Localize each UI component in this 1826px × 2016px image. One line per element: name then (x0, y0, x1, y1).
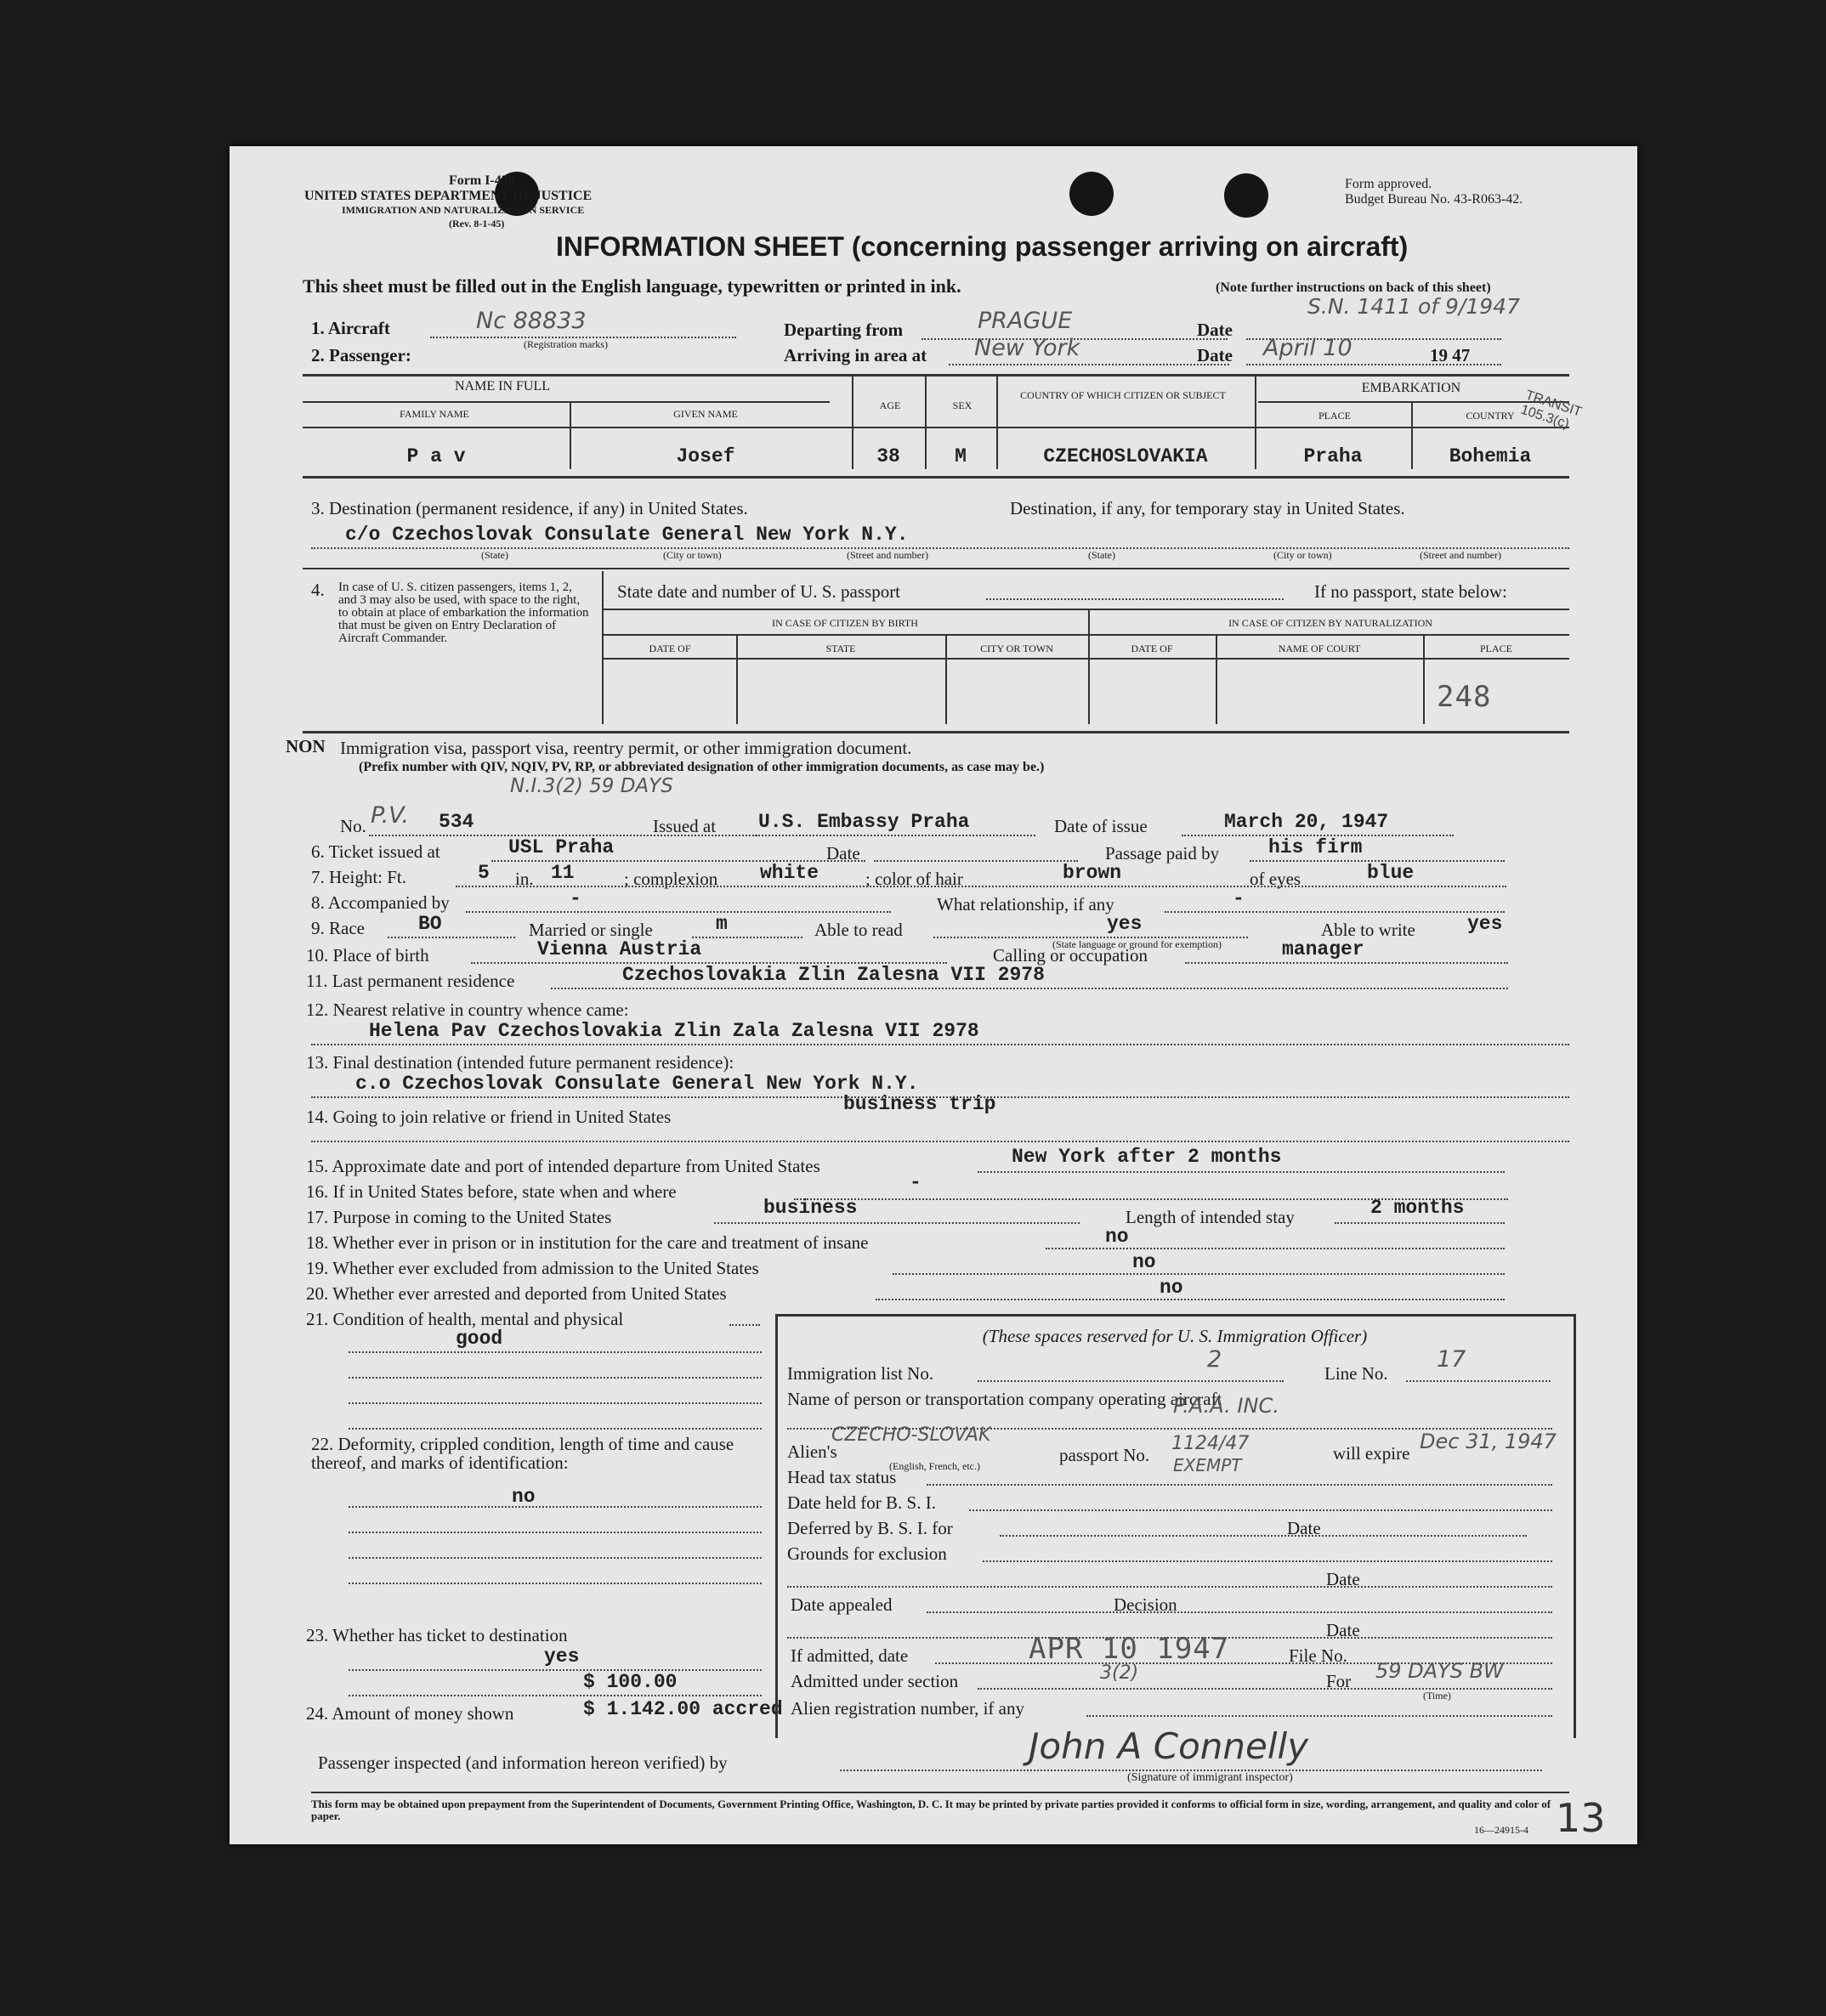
health-value: good (456, 1328, 503, 1350)
eyes-value: blue (1367, 862, 1415, 884)
item9-label: 9. Race (311, 918, 365, 938)
page-number: 13 (1556, 1795, 1606, 1841)
visa-no-label: No. (340, 816, 366, 836)
departing-value: PRAGUE (978, 308, 1073, 334)
age: 38 (876, 445, 900, 467)
place-header: PLACE (1318, 410, 1351, 422)
inspected-label: Passenger inspected (and information hereon verified) by (318, 1753, 728, 1773)
aircraft-label: 1. Aircraft (311, 318, 390, 338)
date2-label: Date (1197, 345, 1233, 365)
admitted-label: If admitted, date (791, 1645, 909, 1666)
appealed-date-label: Date (1326, 1620, 1360, 1640)
company-value: P.A.A. INC. (1173, 1394, 1279, 1418)
grounds-date-label: Date (1326, 1569, 1360, 1589)
passage-label: Passage paid by (1105, 843, 1220, 864)
list-value: 2 (1207, 1346, 1222, 1373)
issued-label: Issued at (653, 816, 717, 836)
before-value: - (910, 1171, 922, 1193)
deferred-date-label: Date (1287, 1518, 1321, 1538)
prison-value: no (1105, 1226, 1129, 1248)
date1-value: S.N. 1411 of 9/1947 (1307, 294, 1520, 319)
stamp-248: 248 (1437, 680, 1492, 714)
birth-value: Vienna Austria (537, 938, 702, 960)
time-sub: (Time) (1423, 1690, 1451, 1702)
alien-label: Alien's (787, 1441, 837, 1462)
col-place: PLACE (1479, 643, 1512, 654)
registration-label: Alien registration number, if any (791, 1698, 1024, 1719)
item23-label: 23. Whether has ticket to destination (306, 1625, 568, 1645)
registration-sub: (Registration marks) (524, 338, 608, 350)
expire-label: will expire (1333, 1443, 1410, 1464)
date2-value: April 10 (1263, 335, 1352, 361)
for-value: 59 DAYS BW (1375, 1659, 1504, 1683)
item24-label: 24. Amount of money shown (306, 1703, 514, 1724)
language-sub: (English, French, etc.) (889, 1460, 980, 1472)
embarkation-header: EMBARKATION (1361, 381, 1461, 395)
street-sub-2: (Street and number) (1420, 549, 1501, 561)
issued-value: U.S. Embassy Praha (758, 811, 970, 833)
naturalization-header: IN CASE OF CITIZEN BY NATURALIZATION (1228, 617, 1432, 629)
citizen-header: COUNTRY OF WHICH CITIZEN OR SUBJECT (1020, 389, 1226, 401)
line-label: Line No. (1324, 1363, 1388, 1384)
given-name-header: GIVEN NAME (673, 408, 738, 420)
family-name-header: FAMILY NAME (400, 408, 469, 420)
appealed-label: Date appealed (791, 1594, 893, 1615)
family-name: P a v (406, 445, 466, 467)
col-date-of-2: DATE OF (1131, 643, 1173, 654)
item17-label: 17. Purpose in coming to the United States (306, 1207, 612, 1227)
relationship-label: What relationship, if any (937, 894, 1114, 915)
section-value: 3(2) (1100, 1662, 1139, 1684)
budget-number: Budget Bureau No. 43-R063-42. (1345, 192, 1523, 207)
join-value: business trip (843, 1093, 996, 1115)
ticket-issued-value: USL Praha (508, 836, 615, 858)
ticket-date-label: Date (826, 843, 860, 864)
date1-label: Date (1197, 320, 1233, 340)
hair-label: ; color of hair (865, 869, 963, 889)
arriving-label: Arriving in area at (784, 345, 927, 365)
temp-destination-label: Destination, if any, for temporary stay in United States. (1010, 498, 1405, 518)
residence-value: Czechoslovakia Zlin Zalesna VII 2978 (622, 964, 1045, 986)
doi-label: Date of issue (1054, 816, 1148, 836)
service: IMMIGRATION AND NATURALIZATION SERVICE (342, 204, 585, 216)
passport-no-value: 1124/47 (1171, 1433, 1250, 1454)
date2-year: 19 47 (1430, 345, 1471, 365)
form-sheet (230, 146, 1637, 1844)
item14-label: 14. Going to join relative or friend in United States (306, 1107, 672, 1127)
country-header: COUNTRY (1466, 410, 1515, 422)
age-header: AGE (879, 399, 901, 411)
signature-label: (Signature of immigrant inspector) (1127, 1771, 1293, 1784)
ticket-destination-value: yes (544, 1645, 580, 1668)
company-label: Name of person or transportation company operating aircraft (787, 1389, 1222, 1409)
item13-label: 13. Final destination (intended future permanent residence): (306, 1052, 734, 1073)
col-city: CITY OR TOWN (980, 643, 1053, 654)
form-title: INFORMATION SHEET (concerning passenger arriving on aircraft) (556, 231, 1409, 262)
citizen-country: CZECHOSLOVAKIA (1043, 445, 1208, 467)
visa-note: (Prefix number with QIV, NQIV, PV, RP, or abbreviated designation of other immigration documents, as case may be.) (359, 760, 1045, 774)
race-value: BO (418, 913, 442, 935)
form-number: Form I-436 (449, 173, 515, 188)
passenger-label: 2. Passenger: (311, 345, 411, 365)
height-ft: 5 (478, 862, 490, 884)
city-sub-2: (City or town) (1273, 549, 1332, 561)
item18-label: 18. Whether ever in prison or in institution for the care and treatment of insane (306, 1232, 869, 1253)
item19-label: 19. Whether ever excluded from admission to the United States (306, 1258, 759, 1278)
purpose-value: business (763, 1197, 858, 1219)
name-in-full-header: NAME IN FULL (455, 379, 550, 394)
non-prefix: NON (286, 736, 326, 756)
complexion-value: white (760, 862, 819, 884)
admitted-date-stamp: APR 10 1947 (1029, 1632, 1230, 1666)
destination-label: 3. Destination (permanent residence, if any) in United States. (311, 498, 748, 518)
item10-label: 10. Place of birth (306, 945, 429, 966)
tax-value: EXEMPT (1173, 1455, 1242, 1475)
calling-value: manager (1282, 938, 1364, 960)
item8-label: 8. Accompanied by (311, 892, 450, 913)
departing-label: Departing from (784, 320, 904, 340)
city-sub: (City or town) (663, 549, 722, 561)
arriving-value: New York (974, 335, 1080, 361)
printing-notice: This form may be obtained upon prepayment from the Superintendent of Documents, Government Printing Office, Washington, D. C. It may be printed by private parties provided it conforms to official form in size, wording, arrangement, and quality and color of paper. (311, 1798, 1551, 1822)
col-state: STATE (825, 643, 856, 654)
expire-value: Dec 31, 1947 (1420, 1430, 1557, 1453)
visa-label: Immigration visa, passport visa, reentry permit, or other immigration document. (340, 738, 912, 758)
section-label: Admitted under section (791, 1671, 959, 1691)
note: (Note further instructions on back of this sheet) (1216, 280, 1491, 295)
agency: UNITED STATES DEPARTMENT OF JUSTICE (304, 189, 593, 203)
stay-label: Length of intended stay (1126, 1207, 1295, 1227)
height-in: 11 (551, 862, 575, 884)
read-label: Able to read (814, 920, 903, 940)
birth-header: IN CASE OF CITIZEN BY BIRTH (772, 617, 918, 629)
money-value-2: $ 1.142.00 accred (583, 1698, 783, 1720)
hair-value: brown (1063, 862, 1122, 884)
departure-value: New York after 2 months (1012, 1146, 1282, 1168)
grounds-label: Grounds for exclusion (787, 1543, 947, 1564)
read-sub: (State language or ground for exemption) (1052, 938, 1222, 950)
married-value: m (716, 913, 728, 935)
final-destination-value: c.o Czechoslovak Consulate General New York N.Y. (355, 1073, 919, 1095)
calling-label: Calling or occupation (993, 945, 1148, 966)
instruction: This sheet must be filled out in the English language, typewritten or printed in ink. (303, 275, 961, 297)
item21-label: 21. Condition of health, mental and physical (306, 1309, 624, 1329)
deferred-label: Deferred by B. S. I. for (787, 1518, 953, 1538)
form-code: 16—24915-4 (1474, 1824, 1528, 1836)
relative-value: Helena Pav Czechoslovakia Zlin Zala Zalesna VII 2978 (369, 1020, 979, 1042)
write-value: yes (1467, 913, 1503, 935)
transit-stamp: TRANSIT 105.3(c) (1518, 388, 1584, 432)
excluded-value: no (1132, 1251, 1156, 1273)
destination-value: c/o Czechoslovak Consulate General New York N.Y. (345, 524, 909, 546)
revision: (Rev. 8-1-45) (449, 218, 505, 229)
write-label: Able to write (1321, 920, 1415, 940)
relationship-value: - (1233, 887, 1245, 909)
list-label: Immigration list No. (787, 1363, 934, 1384)
doi-value: March 20, 1947 (1224, 811, 1389, 833)
item12-label: 12. Nearest relative in country whence came: (306, 1000, 629, 1020)
for-label: For (1326, 1671, 1352, 1691)
passport-label: State date and number of U. S. passport (617, 581, 901, 602)
passport-no-label: passport No. (1059, 1445, 1150, 1465)
embark-place: Praha (1303, 445, 1363, 467)
no-passport-label: If no passport, state below: (1314, 581, 1507, 602)
col-court: NAME OF COURT (1278, 643, 1361, 654)
state-sub-2: (State) (1088, 549, 1115, 561)
eyes-label: of eyes (1250, 869, 1301, 889)
money-value-1: $ 100.00 (583, 1671, 678, 1693)
passage-value: his firm (1268, 836, 1363, 858)
alien-nationality: CZECHO-SLOVAK (831, 1424, 991, 1446)
visa-handwriting: N.I.3(2) 59 DAYS (510, 775, 673, 797)
decision-label: Decision (1114, 1594, 1177, 1615)
item6-label: 6. Ticket issued at (311, 841, 440, 862)
given-name: Josef (676, 445, 735, 467)
col-date-of-1: DATE OF (649, 643, 691, 654)
inspector-signature: John A Connelly (1029, 1725, 1309, 1767)
accompanied-value: - (570, 887, 581, 909)
item16-label: 16. If in United States before, state when and where (306, 1181, 677, 1202)
sex-header: SEX (952, 399, 973, 411)
officer-header: (These spaces reserved for U. S. Immigration Officer) (982, 1326, 1368, 1346)
aircraft-value: Nc 88833 (476, 308, 587, 334)
deported-value: no (1160, 1277, 1183, 1299)
item4-label: 4. (311, 580, 325, 600)
punch-hole (1224, 173, 1268, 218)
item15-label: 15. Approximate date and port of intended departure from United States (306, 1156, 820, 1176)
married-label: Married or single (529, 920, 653, 940)
sex: M (955, 445, 967, 467)
item20-label: 20. Whether ever arrested and deported from United States (306, 1283, 727, 1304)
street-sub: (Street and number) (847, 549, 928, 561)
visa-pv: P.V. (371, 802, 410, 829)
line-value: 17 (1437, 1346, 1466, 1373)
height-in-label: in. (515, 869, 534, 889)
read-value: yes (1107, 913, 1143, 935)
file-label: File No. (1289, 1645, 1347, 1666)
item11-label: 11. Last permanent residence (306, 971, 515, 991)
item4-note: In case of U. S. citizen passengers, items 1, 2, and 3 may also be used, with space to the right, to obtain at place of embarkation the information that must be given on Entry Declaration of Aircraft Commander. (338, 580, 589, 645)
state-sub: (State) (481, 549, 508, 561)
embark-country: Bohemia (1449, 445, 1532, 467)
visa-number: 534 (439, 811, 474, 833)
form-approved: Form approved. (1345, 177, 1432, 191)
deformity-value: no (512, 1486, 536, 1508)
item7-label: 7. Height: Ft. (311, 867, 407, 887)
complexion-label: ; complexion (624, 869, 718, 889)
tax-label: Head tax status (787, 1467, 897, 1487)
item22-label: 22. Deformity, crippled condition, length of time and cause thereof, and marks of identification: (311, 1434, 734, 1473)
punch-hole (1069, 172, 1114, 216)
bsi-label: Date held for B. S. I. (787, 1492, 936, 1513)
stay-value: 2 months (1370, 1197, 1465, 1219)
